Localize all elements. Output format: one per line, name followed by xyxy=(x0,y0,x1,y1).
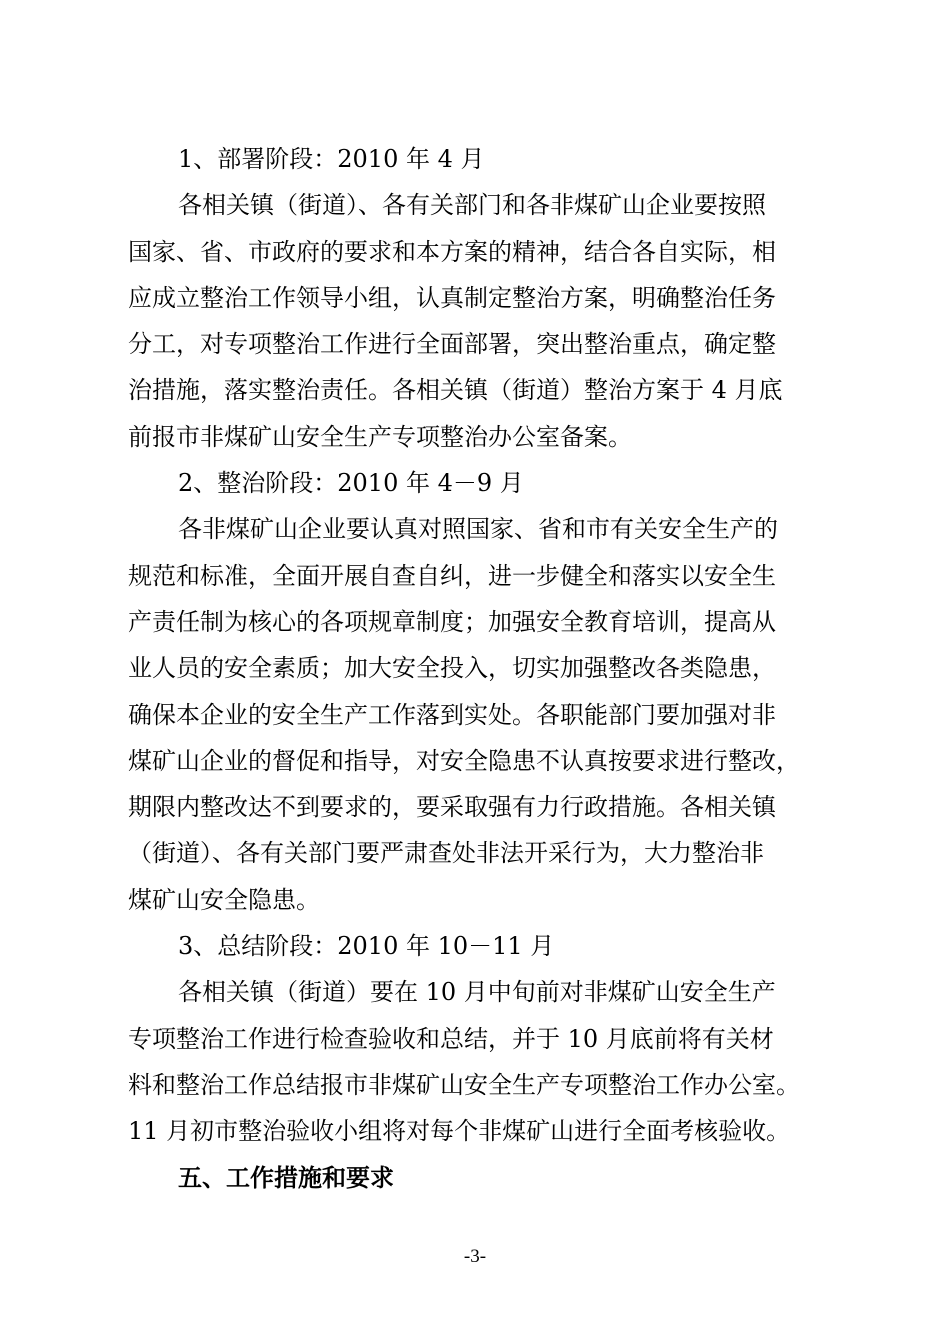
paragraph-line: 确保本企业的安全生产工作落到实处。各职能部门要加强对非 xyxy=(128,700,776,729)
paragraph-line: 煤矿山安全隐患。 xyxy=(128,885,320,914)
paragraph-line: 产责任制为核心的各项规章制度；加强安全教育培训，提高从 xyxy=(128,607,776,636)
section-2-title: 2、整治阶段：2010 年 4－9 月 xyxy=(178,469,524,498)
section-1-title: 1、部署阶段：2010 年 4 月 xyxy=(178,145,485,173)
page-number: -3- xyxy=(463,1246,487,1267)
paragraph-line: 业人员的安全素质；加大安全投入，切实加强整改各类隐患， xyxy=(128,654,776,683)
paragraph-line: 料和整治工作总结报市非煤矿山安全生产专项整治工作办公室。 xyxy=(128,1070,800,1099)
section-3-title: 3、总结阶段：2010 年 10－11 月 xyxy=(178,932,555,961)
paragraph-line: 治措施，落实整治责任。各相关镇（街道）整治方案于 4 月底 xyxy=(128,376,783,405)
paragraph-line: （街道）、各有关部门要严肃查处非法开采行为，大力整治非 xyxy=(128,839,764,868)
paragraph-line: 专项整治工作进行检查验收和总结，并于 10 月底前将有关材 xyxy=(128,1024,774,1053)
paragraph-line: 各非煤矿山企业要认真对照国家、省和市有关安全生产的 xyxy=(178,515,778,544)
paragraph-line: 各相关镇（街道）要在 10 月中旬前对非煤矿山安全生产 xyxy=(178,978,776,1007)
paragraph-line: 国家、省、市政府的要求和本方案的精神，结合各自实际，相 xyxy=(128,237,776,266)
paragraph-line: 应成立整治工作领导小组，认真制定整治方案，明确整治任务 xyxy=(128,283,776,312)
chapter-5-heading: 五、工作措施和要求 xyxy=(178,1162,394,1192)
paragraph-line: 规范和标准，全面开展自查自纠，进一步健全和落实以安全生 xyxy=(128,561,776,590)
paragraph-line: 煤矿山企业的督促和指导，对安全隐患不认真按要求进行整改， xyxy=(128,746,800,775)
document-body xyxy=(128,136,828,1201)
paragraph-line: 11 月初市整治验收小组将对每个非煤矿山进行全面考核验收。 xyxy=(128,1117,791,1146)
paragraph-line: 各相关镇（街道）、各有关部门和各非煤矿山企业要按照 xyxy=(178,191,766,220)
paragraph-line: 期限内整改达不到要求的，要采取强有力行政措施。各相关镇 xyxy=(128,793,776,822)
paragraph-line: 分工，对专项整治工作进行全面部署，突出整治重点，确定整 xyxy=(128,330,776,359)
paragraph-line: 前报市非煤矿山安全生产专项整治办公室备案。 xyxy=(128,422,632,451)
